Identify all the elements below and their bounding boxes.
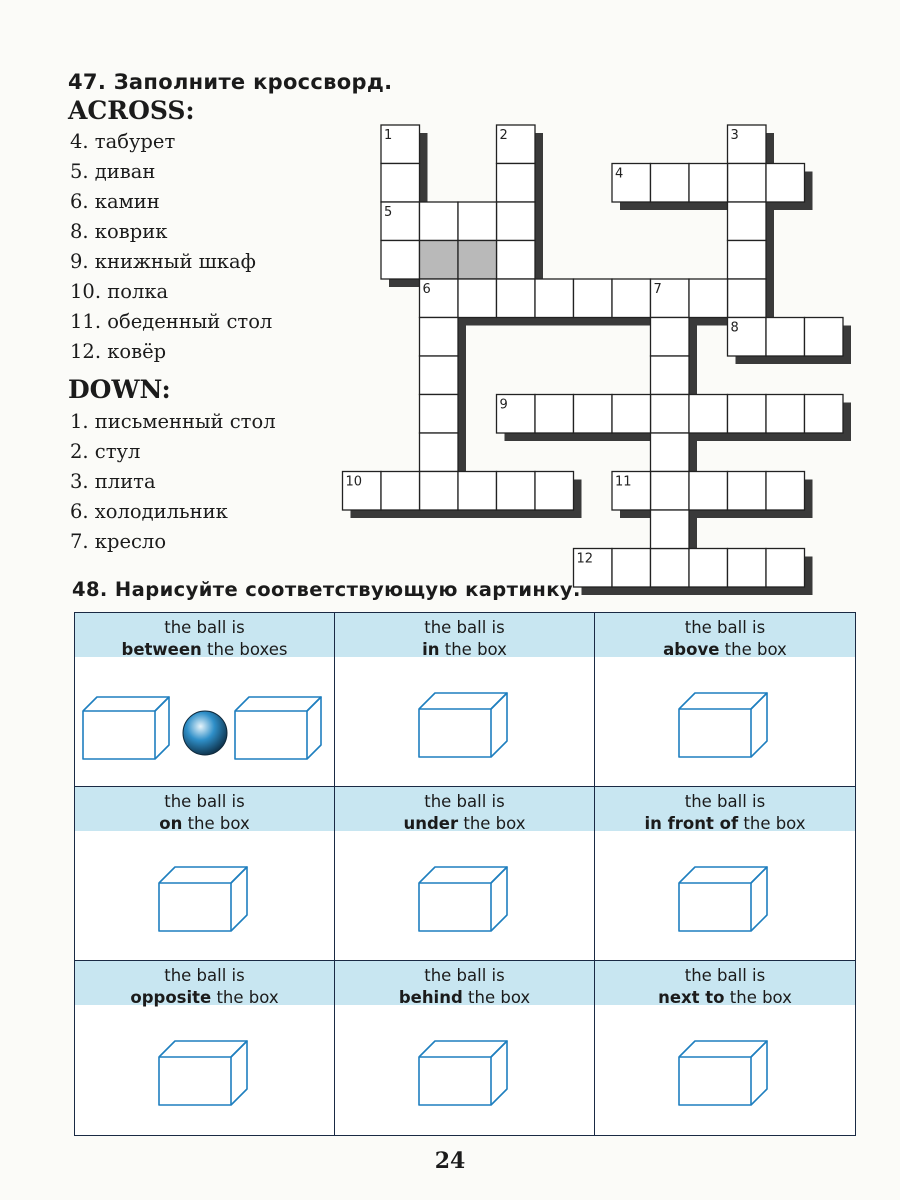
- box-illustration: [595, 961, 854, 1135]
- box-illustration: [335, 613, 594, 787]
- crossword-cell[interactable]: [497, 241, 536, 280]
- across-heading: ACROSS:: [68, 96, 195, 125]
- crossword-cell[interactable]: [381, 241, 420, 280]
- crossword-cell[interactable]: [728, 279, 767, 318]
- crossword-cell[interactable]: [497, 164, 536, 203]
- crossword-cell[interactable]: [420, 433, 459, 472]
- box-drawing: [159, 1041, 247, 1105]
- across-clue: 5. диван: [70, 160, 156, 183]
- crossword-cell[interactable]: [766, 164, 805, 203]
- across-clue: 11. обеденный стол: [70, 310, 273, 333]
- crossword-cell[interactable]: [651, 510, 690, 549]
- box-drawing: [679, 1041, 767, 1105]
- crossword-cell[interactable]: [689, 395, 728, 434]
- crossword-cell[interactable]: [381, 472, 420, 511]
- crossword-clue-number: 12: [576, 551, 594, 567]
- crossword-shaded-cell: [458, 241, 497, 280]
- crossword-shaded-cell: [420, 241, 459, 280]
- caption-suffix: the boxes: [201, 640, 288, 659]
- caption-suffix: the box: [738, 814, 806, 833]
- caption-suffix: the box: [719, 640, 787, 659]
- exercise-47-title: 47. Заполните кроссворд.: [68, 70, 393, 94]
- crossword-cell[interactable]: [728, 241, 767, 280]
- preposition-cell[interactable]: [335, 613, 595, 787]
- caption-suffix: the box: [462, 988, 531, 1007]
- crossword-cell[interactable]: [458, 472, 497, 511]
- crossword-cell[interactable]: [535, 279, 574, 318]
- crossword-cell[interactable]: [766, 318, 805, 357]
- across-clue: 4. табурет: [70, 130, 176, 153]
- preposition: between: [121, 640, 202, 659]
- crossword-cell[interactable]: [458, 279, 497, 318]
- crossword-cell[interactable]: [420, 356, 459, 395]
- box-drawing: [419, 1041, 507, 1105]
- crossword-cell[interactable]: [728, 202, 767, 241]
- caption-line-1: the ball is: [684, 618, 766, 637]
- caption-suffix: the box: [724, 988, 792, 1007]
- crossword-cell[interactable]: [766, 472, 805, 511]
- caption-line-1: the ball is: [164, 792, 245, 811]
- preposition-cell[interactable]: [595, 613, 855, 787]
- crossword-cell[interactable]: [728, 549, 767, 588]
- preposition: opposite: [130, 988, 212, 1007]
- crossword-cell[interactable]: [689, 164, 728, 203]
- caption-suffix: the box: [458, 814, 526, 833]
- box-drawing: [235, 697, 321, 759]
- crossword-cell[interactable]: [612, 279, 651, 318]
- preposition-cell[interactable]: [595, 787, 855, 961]
- crossword-clue-number: 1: [384, 128, 393, 143]
- caption-suffix: the box: [439, 640, 507, 659]
- down-clue: 1. письменный стол: [70, 410, 276, 433]
- preposition: in: [422, 640, 440, 659]
- crossword-cell[interactable]: [612, 549, 651, 588]
- across-clue: 9. книжный шкаф: [70, 250, 256, 273]
- box-drawing: [419, 867, 507, 931]
- crossword-clue-number: 7: [653, 282, 662, 297]
- crossword-cell[interactable]: [728, 395, 767, 434]
- crossword-cell[interactable]: [458, 202, 497, 241]
- crossword-cell[interactable]: [574, 395, 613, 434]
- box-illustration: [75, 613, 334, 787]
- crossword-clue-number: 4: [615, 166, 624, 182]
- crossword-cell[interactable]: [689, 279, 728, 318]
- box-drawing: [679, 693, 767, 757]
- crossword-cell[interactable]: [651, 395, 690, 434]
- crossword-cell[interactable]: [420, 395, 459, 434]
- down-clue: 7. кресло: [70, 530, 167, 553]
- crossword-cell[interactable]: [381, 164, 420, 203]
- crossword-cell[interactable]: [651, 164, 690, 203]
- down-heading: DOWN:: [68, 375, 171, 404]
- crossword-cell[interactable]: [805, 395, 844, 434]
- preposition: behind: [398, 988, 463, 1007]
- crossword-cell[interactable]: [766, 395, 805, 434]
- across-clue: 12. ковёр: [70, 340, 167, 363]
- crossword-cell[interactable]: [497, 279, 536, 318]
- down-clue: 3. плита: [70, 470, 156, 493]
- box-drawing: [679, 867, 767, 931]
- caption-suffix: the box: [182, 814, 250, 833]
- preposition-cell[interactable]: [595, 961, 855, 1135]
- crossword-cell[interactable]: [689, 472, 728, 511]
- box-illustration: [595, 787, 854, 961]
- across-clue: 8. коврик: [70, 220, 168, 243]
- down-clue: 2. стул: [70, 440, 141, 463]
- box-drawing: [83, 697, 169, 759]
- box-illustration: [75, 961, 334, 1135]
- preposition-cell[interactable]: [335, 787, 595, 961]
- crossword-cell[interactable]: [420, 318, 459, 357]
- ball-icon: [183, 711, 227, 755]
- caption-line-1: the ball is: [424, 618, 505, 637]
- caption-line-1: the ball is: [164, 966, 245, 985]
- preposition-cell[interactable]: [75, 961, 335, 1135]
- crossword-cell[interactable]: [574, 279, 613, 318]
- box-drawing: [159, 867, 247, 931]
- preposition-cell[interactable]: [75, 787, 335, 961]
- crossword-cell[interactable]: [535, 395, 574, 434]
- crossword-cell[interactable]: [728, 164, 767, 203]
- crossword-cell[interactable]: [805, 318, 844, 357]
- across-clue: 6. камин: [70, 190, 160, 213]
- preposition-cell[interactable]: [335, 961, 595, 1135]
- preposition: above: [663, 640, 720, 659]
- crossword-clue-number: 8: [730, 320, 739, 336]
- preposition: next to: [658, 988, 725, 1007]
- crossword-clue-number: 2: [499, 128, 508, 143]
- crossword-cell[interactable]: [497, 472, 536, 511]
- crossword-cell[interactable]: [766, 549, 805, 588]
- page-number: 24: [434, 1148, 466, 1174]
- box-illustration: [335, 961, 594, 1135]
- crossword-cell[interactable]: [651, 549, 690, 588]
- crossword-cell[interactable]: [535, 472, 574, 511]
- crossword-cell[interactable]: [651, 318, 690, 357]
- crossword-cell[interactable]: [612, 395, 651, 434]
- crossword-clue-number: 10: [345, 474, 363, 490]
- crossword-clue-number: 9: [499, 397, 508, 413]
- caption-line-1: the ball is: [424, 792, 505, 811]
- crossword-cell[interactable]: [651, 472, 690, 511]
- caption-line-1: the ball is: [424, 966, 505, 985]
- caption-line-1: the ball is: [164, 618, 245, 637]
- preposition-cell[interactable]: [75, 613, 335, 787]
- box-drawing: [419, 693, 507, 757]
- crossword-cell[interactable]: [651, 356, 690, 395]
- crossword-clue-number: 11: [615, 474, 632, 490]
- box-illustration: [595, 613, 854, 787]
- crossword-cell[interactable]: [728, 472, 767, 511]
- crossword-cell[interactable]: [497, 202, 536, 241]
- crossword-clue-number: 3: [730, 128, 739, 143]
- across-clue: 10. полка: [70, 280, 169, 303]
- exercise-48-title: 48. Нарисуйте соответствующую картинку.: [72, 578, 581, 601]
- preposition: under: [403, 814, 459, 833]
- crossword-clue-number: 5: [384, 205, 393, 220]
- crossword-clue-number: 6: [422, 282, 431, 297]
- preposition: in front of: [644, 814, 739, 833]
- crossword-cell[interactable]: [689, 549, 728, 588]
- caption-suffix: the box: [211, 988, 279, 1007]
- crossword-cell[interactable]: [651, 433, 690, 472]
- crossword-cell[interactable]: [420, 202, 459, 241]
- caption-line-1: the ball is: [684, 792, 766, 811]
- box-illustration: [335, 787, 594, 961]
- caption-line-1: the ball is: [684, 966, 766, 985]
- crossword-cell[interactable]: [420, 472, 459, 511]
- preposition: on: [159, 814, 183, 833]
- preposition-drawing-table: [74, 612, 856, 1136]
- box-illustration: [75, 787, 334, 961]
- down-clue: 6. холодильник: [70, 500, 228, 523]
